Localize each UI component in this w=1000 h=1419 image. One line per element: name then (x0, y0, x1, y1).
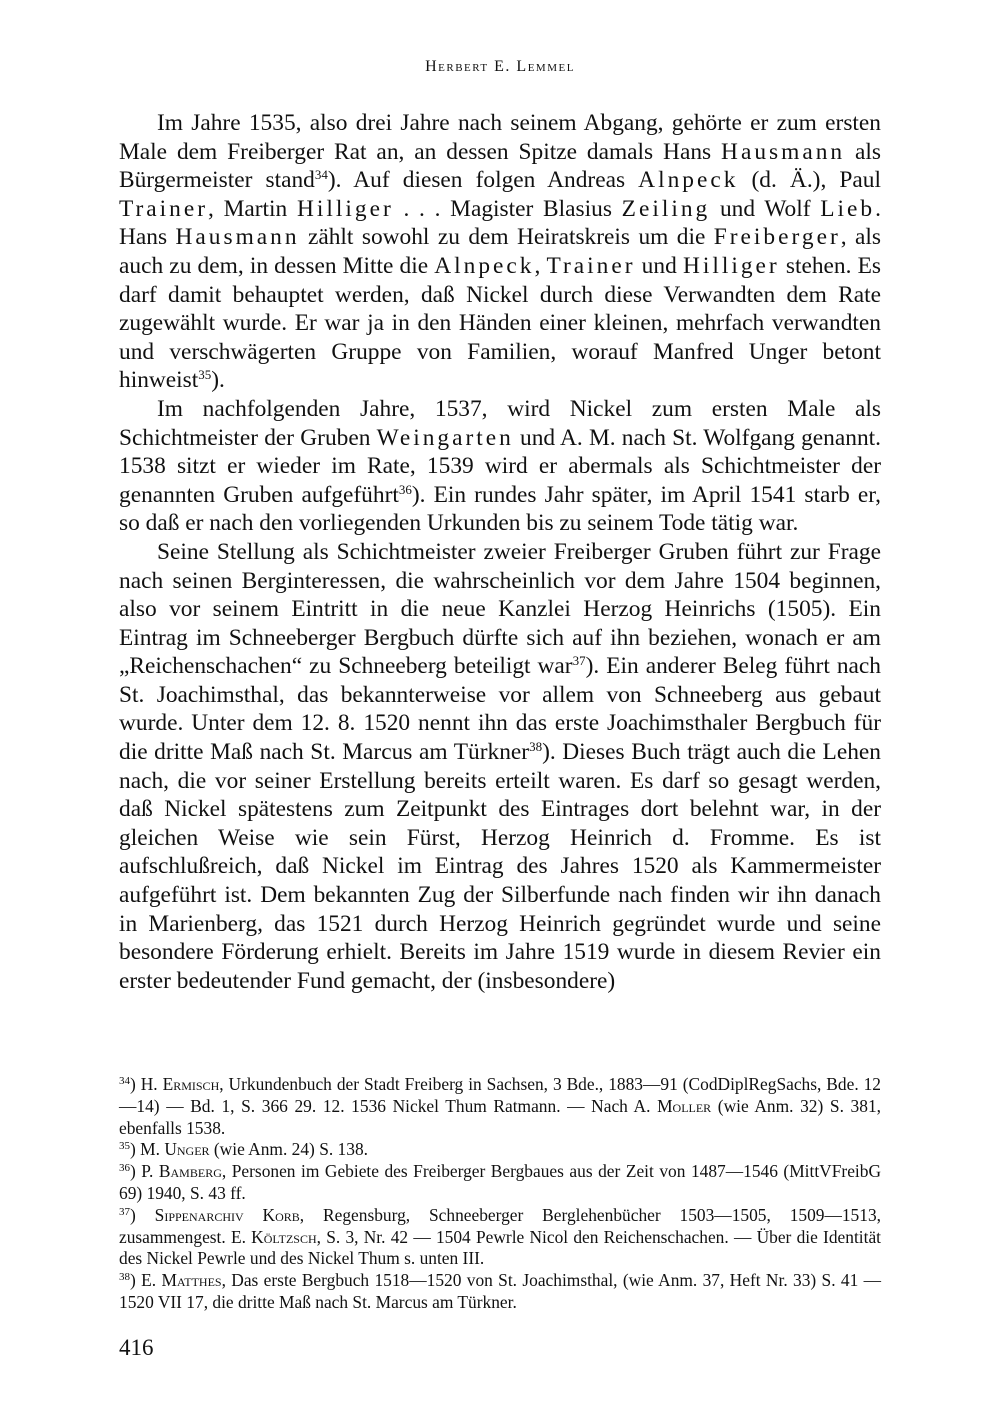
author-name: Unger (164, 1139, 210, 1160)
author-name: Ermisch (162, 1074, 220, 1094)
spaced-name: Hilliger (682, 252, 780, 279)
main-text (119, 109, 881, 995)
footnote-ref: 37 (572, 653, 586, 669)
footnote-ref: 38 (529, 739, 543, 755)
footnote-ref: 36 (398, 481, 412, 497)
author-name: Bamberg (158, 1161, 222, 1182)
footnote-mark: 37 (119, 1205, 130, 1218)
footnote (119, 1270, 881, 1314)
author-name: Sippenarchiv Korb (154, 1204, 300, 1225)
paragraph (119, 109, 881, 395)
text-run: und (635, 252, 683, 279)
footnote (119, 1161, 881, 1205)
text-run: Im nachfolgenden Jahre, 1537, wird Nickel zum ersten Male als Schichtmeister der Gruben (119, 395, 881, 451)
text-run: (wie Anm. 24) S. 138. (209, 1139, 368, 1160)
spaced-name: Zeiling (621, 195, 711, 222)
footnote-mark: 38 (119, 1271, 130, 1284)
text-run: , Martin (208, 195, 297, 222)
spaced-name: Weingarten (376, 424, 514, 451)
footnote-mark: 34 (119, 1075, 130, 1087)
text-run: ). Ein rundes Jahr später, im April 1541 starb er, so daß er nach den vorliegenden Urkunden bis zu seinem Tode tätig war. (119, 481, 881, 537)
spaced-name: Hausmann (175, 224, 300, 251)
text-run: ) M. (130, 1139, 165, 1160)
footnote-mark: 36 (119, 1162, 130, 1175)
text-run: ) (130, 1204, 155, 1225)
text-run: , Urkundenbuch der Stadt Freiberg in Sachsen, 3 Bde., 1883—91 (CodDiplRegSachs, Bde. 12—14) — Bd. 1, S. 366 29. 12. 1536 Nickel Thum Ratmann. — Nach A. (119, 1074, 881, 1116)
footnote (119, 1139, 881, 1161)
spaced-name: Hilliger (296, 195, 394, 222)
text-run: , S. 3, Nr. 42 — 1504 Pewrle Nicol den Reichenschachen. — Über die Identität des Nickel Pewrle und des Nickel Thum s. unten III. (119, 1226, 881, 1269)
text-run: , Regensburg, Schneeberger Berglehenbücher 1503—1505, 1509—1513, zusammengest. E. (119, 1204, 881, 1247)
text-run: . . . Magister Blasius (393, 195, 622, 222)
text-run: , Das erste Bergbuch 1518—1520 von St. Joachimsthal, (wie Anm. 37, Heft Nr. 33) S. 41 — 1520 VII 17, die dritte Maß nach St. Marcus am Türkner. (119, 1270, 882, 1312)
spaced-name: Trainer (546, 252, 636, 279)
spaced-name: Freiberger (713, 224, 841, 251)
spaced-name: Hausmann (721, 138, 846, 165)
footnotes (119, 1074, 881, 1314)
paragraph (119, 395, 881, 538)
footnote-ref: 35 (198, 367, 212, 383)
footnote (119, 1205, 881, 1270)
author-name: Moller (657, 1095, 712, 1116)
text-run: ) H. (130, 1074, 163, 1094)
spaced-name: Alnpeck (434, 252, 535, 279)
text-run: ). Auf diesen folgen Andreas (327, 167, 639, 194)
text-run: Im Jahre 1535, also drei Jahre nach seinem Abgang, gehörte er zum ersten Male dem Freiberger Rat an, an dessen Spitze damals Hans (119, 110, 881, 165)
text-run: ) P. (130, 1161, 159, 1182)
text-run: und Wolf (710, 195, 821, 222)
text-run: ). Ein anderer Beleg führt nach St. Joachimsthal, das bekannterweise vor allem von Schneeberg aus gebaut wurde. Unter dem 12. 8. 1520 nennt ihn das erste Joachimsthaler Bergbuch für die dritte Maß nach St. Marcus am Türkner (119, 653, 882, 766)
text-run: , als auch zu dem, in dessen Mitte die (119, 224, 881, 279)
footnote (119, 1074, 881, 1139)
text-run: als Bürgermeister stand (119, 138, 881, 194)
spaced-name: Lieb (820, 195, 876, 222)
spaced-name: Alnpeck (638, 167, 739, 194)
paragraph (119, 538, 881, 996)
text-run: . Hans (119, 195, 881, 251)
text-run: ). (211, 367, 225, 394)
text-run: Seine Stellung als Schichtmeister zweier Freiberger Gruben führt zur Frage nach seinen Berginteressen, die wahrscheinlich vor dem Jahre 1504 beginnen, also vor seinem Eintritt in die neue Kanzlei Herzog Heinrichs (1505). Ein Eintrag im Schneeberger Bergbuch dürfte sich auf ihn beziehen, wonach er am „Reichenschachen“ zu Schneeberg beteiligt war (119, 538, 881, 680)
page-number: 416 (119, 1335, 154, 1360)
spaced-name: Trainer (119, 195, 209, 222)
text-run: ). Dieses Buch trägt auch die Lehen nach, die vor seiner Erstellung bereits erteilt waren. Es darf so gesagt werden, daß Nickel spätestens zum Zeitpunkt des Eintrages dort belehnt war, in der gleichen Weise wie sein Fürst, Herzog Heinrich d. Fromme. Es ist aufschlußreich, daß Nickel im Eintrag des Jahres 1520 als Kammermeister aufgeführt ist. Dem bekannten Zug der Silberfunde nach finden wir ihn danach in Marienberg, das 1521 durch Herzog Heinrich gegründet wurde und seine besondere Förderung erhielt. Bereits im Jahre 1519 wurde in diesem Revier ein erster bedeutender Fund gemacht, der (insbesondere) (119, 739, 881, 994)
author-name: Matthes (161, 1270, 222, 1291)
running-head: Herbert E. Lemmel (425, 58, 575, 75)
text-run: , (534, 252, 547, 279)
text-run: und A. M. nach St. Wolfgang genannt. 1538 sitzt er wieder im Rate, 1539 wird er abermals als Schichtmeister der genannten Gruben aufgeführt (119, 424, 881, 508)
text-run: , Personen im Gebiete des Freiberger Bergbaues aus der Zeit von 1487—1546 (MittVFreibG 69) 1940, S. 43 ff. (119, 1161, 882, 1203)
author-name: Költzsch (251, 1226, 317, 1247)
text-run: ) E. (130, 1270, 162, 1291)
text-run: (wie Anm. 32) S. 381, ebenfalls 1538. (119, 1095, 881, 1138)
footnote-ref: 34 (314, 167, 328, 183)
text-run: (d. Ä.), Paul (738, 167, 881, 194)
text-run: stehen. Es darf damit behauptet werden, daß Nickel durch diese Verwandten dem Rate zugewählt wurde. Er war ja in den Händen einer kleinen, mehrfach verwandten und verschwägerten Gruppe von Familien, worauf Manfred Unger betont hinweist (119, 252, 882, 394)
text-run: zählt sowohl zu dem Heiratskreis um die (299, 224, 714, 251)
footnote-mark: 35 (119, 1140, 130, 1153)
